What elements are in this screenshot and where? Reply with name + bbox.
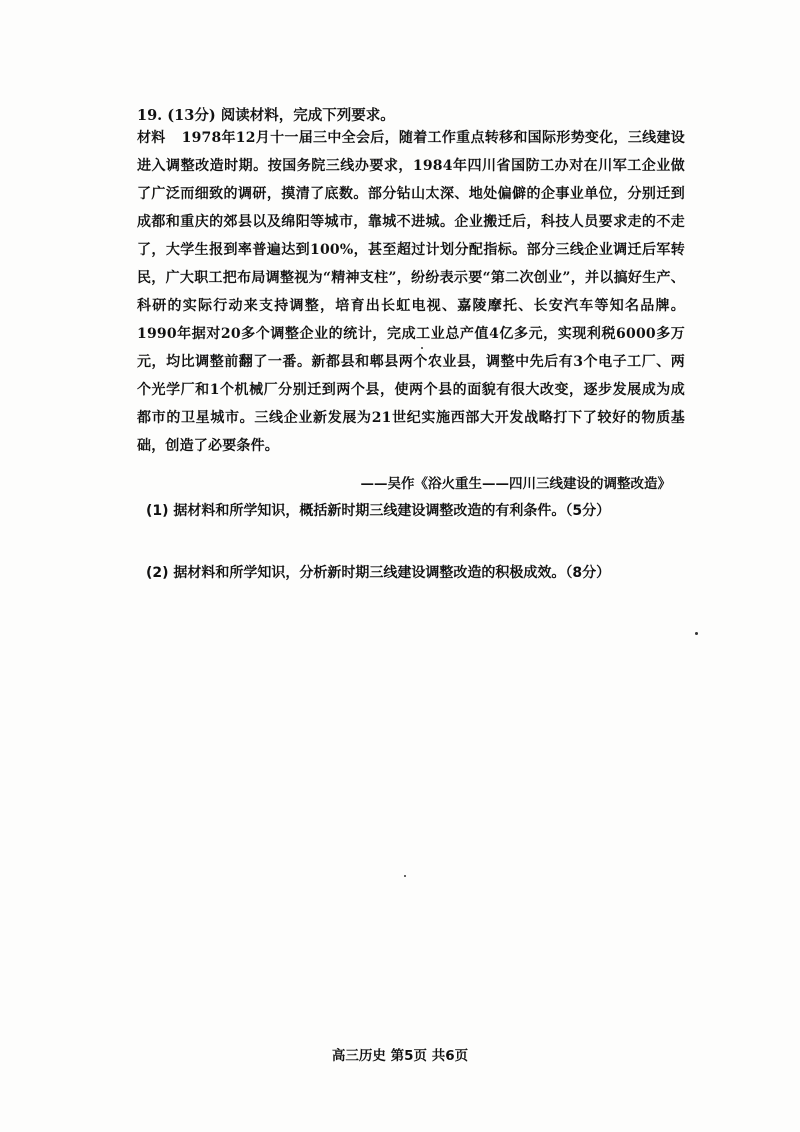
material-passage bbox=[137, 124, 685, 460]
scan-speck bbox=[421, 347, 423, 349]
page-footer: 高三历史 第5页 共6页 bbox=[331, 1048, 469, 1064]
scan-speck bbox=[404, 875, 406, 877]
question-title: 19. (13分) 阅读材料，完成下列要求。 bbox=[137, 107, 395, 124]
material-text: 1978年12月十一届三中全会后，随着工作重点转移和国际形势变化，三线建设进入调整改造时期。按国务院三线办要求，1984年四川省国防工办对在川军工企业做了广泛而细致的调研，摸清了底数。部分钻山太深、地处偏僻的企事业单位，分别迁到成都和重庆的郊县以及绵阳等城市，靠城不进城。企业搬迁后，科技人员要求走的不走了，大学生报到率普遍达到100%，甚至超过计划分配指标。部分三线企业调迁后军转民，广大职工把布局调整视为“精神支柱”，纷纷表示要“第二次创业”，并以搞好生产、科研的实际行动来支持调整，培育出长虹电视、嘉陵摩托、长安汽车等知名品牌。1990年据对20多个调整企业的统计，完成工业总产值4亿多元，实现利税6000多万元，均比调整前翻了一番。新都县和郫县两个农业县，调整中先后有3个电子工厂、两个光学厂和1个机械厂分别迁到两个县，使两个县的面貌有很大改变，逐步发展成为成都市的卫星城市。三线企业新发展为21世纪实施西部大开发战略打下了较好的物质基础，创造了必要条件。 bbox=[137, 130, 685, 454]
material-label: 材料 bbox=[137, 130, 166, 146]
material-source: ——吴作《浴火重生——四川三线建设的调整改造》 bbox=[360, 476, 671, 492]
sub-question-1: (1) 据材料和所学知识，概括新时期三线建设调整改造的有利条件。（5分） bbox=[146, 503, 611, 519]
sub-question-2: (2) 据材料和所学知识，分析新时期三线建设调整改造的积极成效。（8分） bbox=[146, 565, 611, 581]
scan-speck bbox=[695, 632, 698, 635]
